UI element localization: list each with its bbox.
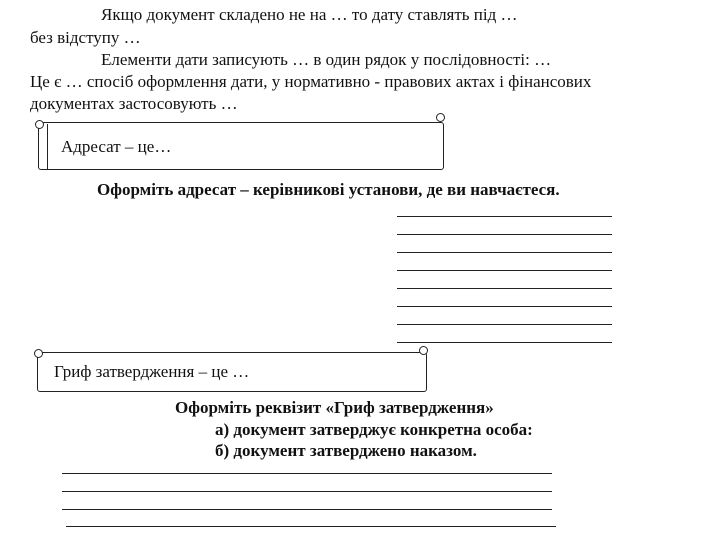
answer-line[interactable] bbox=[397, 288, 612, 289]
approval-banner bbox=[37, 352, 427, 392]
approval-option-a: а) документ затверджує конкретна особа: bbox=[215, 420, 533, 439]
addressee-banner bbox=[38, 122, 444, 170]
answer-line[interactable] bbox=[397, 270, 612, 271]
addressee-task: Оформіть адресат – керівникові установи, де ви навчаєтеся. bbox=[97, 180, 560, 199]
addressee-banner-text: Адресат – це… bbox=[61, 137, 172, 156]
answer-line[interactable] bbox=[62, 473, 552, 474]
answer-line[interactable] bbox=[397, 342, 612, 343]
answer-line[interactable] bbox=[62, 491, 552, 492]
intro-line-3: Елементи дати записують … в один рядок у послідовності: … bbox=[101, 50, 552, 69]
scroll-curl-icon bbox=[436, 113, 445, 122]
scroll-curl-icon bbox=[419, 346, 428, 355]
intro-line-1: Якщо документ складено не на … то дату ставлять під … bbox=[101, 5, 518, 24]
intro-line-4: Це є … спосіб оформлення дати, у нормативно - правових актах і фінансових bbox=[30, 72, 592, 91]
scroll-curl-icon bbox=[35, 120, 44, 129]
approval-option-b: б) документ затверджено наказом. bbox=[215, 441, 477, 460]
answer-line[interactable] bbox=[397, 306, 612, 307]
scroll-edge bbox=[47, 124, 48, 170]
answer-line[interactable] bbox=[62, 509, 552, 510]
intro-line-2: без відступу … bbox=[30, 28, 141, 47]
approval-banner-text: Гриф затвердження – це … bbox=[54, 362, 250, 381]
answer-line[interactable] bbox=[66, 526, 556, 527]
scroll-curl-icon bbox=[34, 349, 43, 358]
answer-line[interactable] bbox=[397, 216, 612, 217]
answer-line[interactable] bbox=[397, 324, 612, 325]
intro-line-5: документах застосовують … bbox=[30, 94, 238, 113]
approval-task-title: Оформіть реквізит «Гриф затвердження» bbox=[175, 398, 494, 417]
answer-line[interactable] bbox=[397, 252, 612, 253]
answer-line[interactable] bbox=[397, 234, 612, 235]
